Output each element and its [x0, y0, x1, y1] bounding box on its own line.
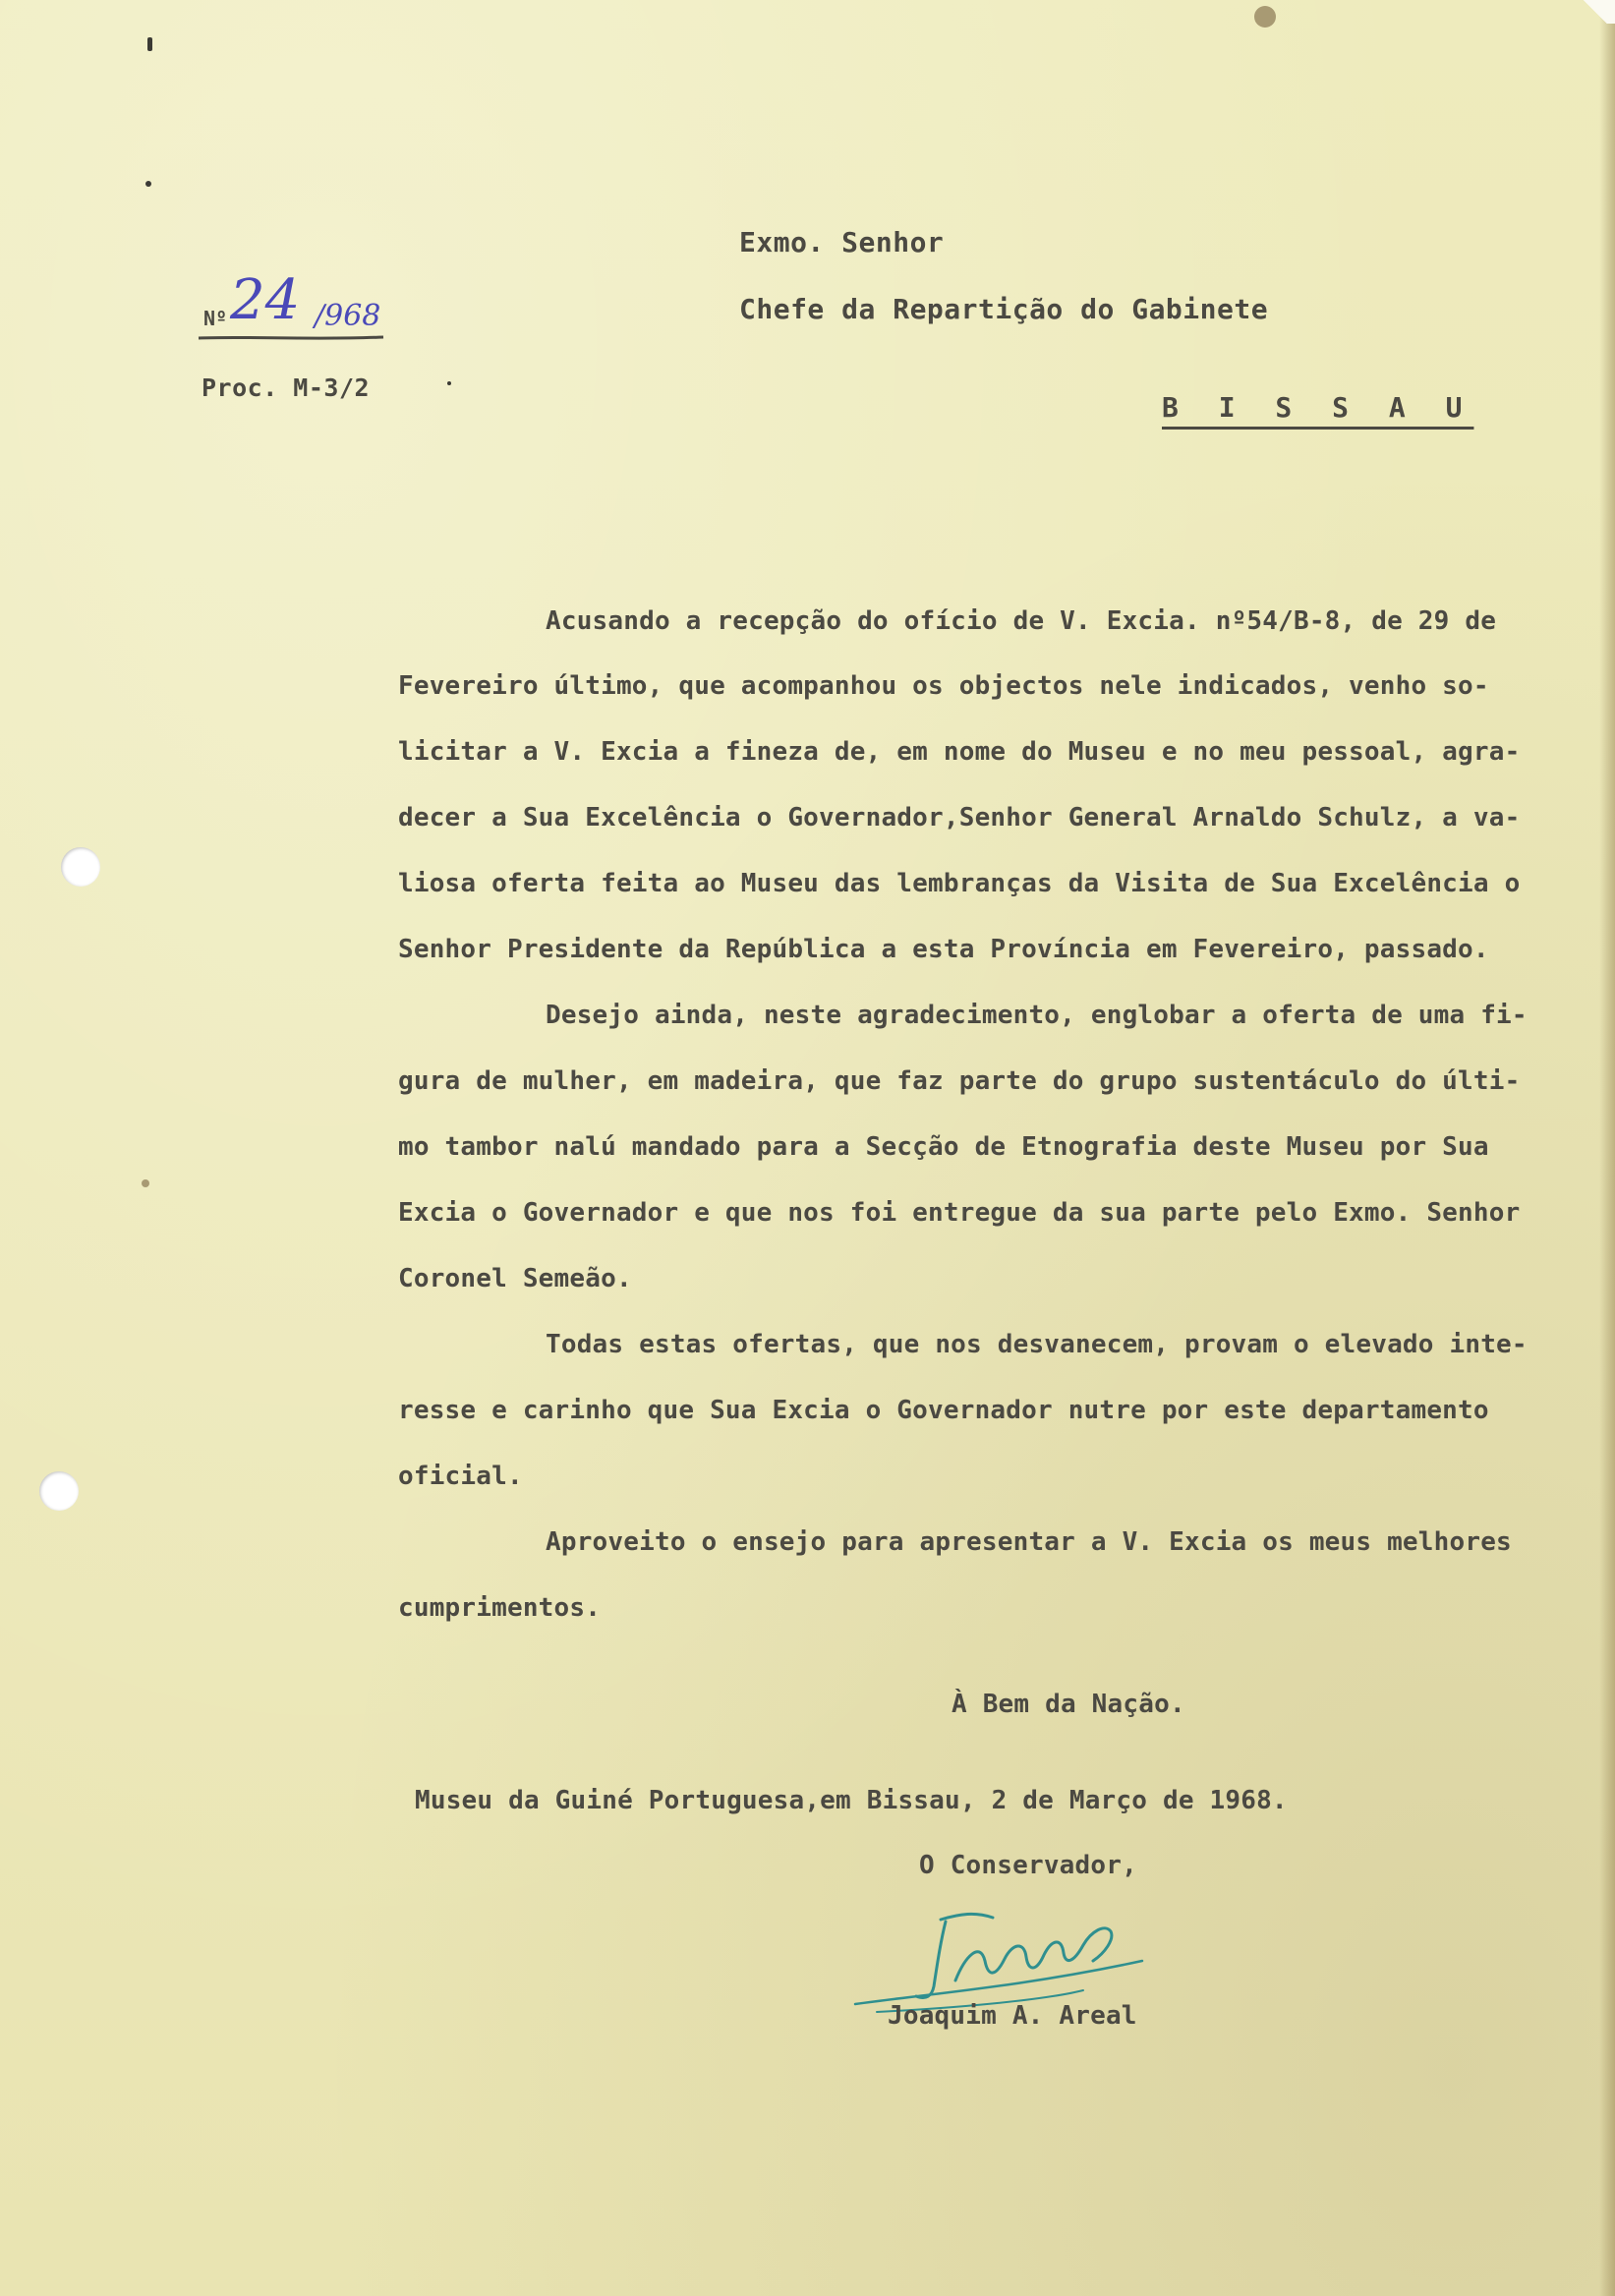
reference-year: /968 — [315, 299, 381, 333]
body-line: Aproveito o ensejo para apresentar a V. Excia os meus melhores — [546, 1527, 1512, 1557]
body-line: cumprimentos. — [398, 1593, 602, 1623]
recipient-title: Chefe da Repartição do Gabinete — [739, 293, 1269, 325]
body-line: gura de mulher, em madeira, que faz parte do grupo sustentáculo do últi- — [398, 1066, 1521, 1096]
recipient-salutation: Exmo. Senhor — [739, 226, 945, 258]
body-line: decer a Sua Excelência o Governador,Senhor General Arnaldo Schulz, a va- — [398, 803, 1521, 832]
body-line: licitar a V. Excia a fineza de, em nome do Museu e no meu pessoal, agra- — [398, 737, 1521, 767]
body-line: Todas estas ofertas, que nos desvanecem, provam o elevado inte- — [546, 1330, 1528, 1359]
body-line: oficial. — [398, 1462, 523, 1491]
body-line: Excia o Governador e que nos foi entregue da sua parte pelo Exmo. Senhor — [398, 1198, 1521, 1228]
reference-underline — [197, 332, 393, 344]
recipient-city: B I S S A U — [1162, 391, 1474, 424]
paper-stain — [142, 1179, 149, 1187]
process-number: Proc. M-3/2 — [202, 373, 371, 402]
paper-mark — [145, 181, 151, 187]
body-line: Acusando a recepção do ofício de V. Excia. nº54/B-8, de 29 de — [546, 606, 1497, 636]
body-line: Fevereiro último, que acompanhou os objectos nele indicados, venho so- — [398, 671, 1489, 701]
reference-number-handwritten: 24 — [230, 268, 301, 332]
body-line: liosa oferta feita ao Museu das lembranças da Visita de Sua Excelência o — [398, 869, 1521, 898]
paper-corner-fold — [1576, 0, 1615, 24]
body-line: resse e carinho que Sua Excia o Governador nutre por este departamento — [398, 1396, 1489, 1425]
signatory-role: O Conservador, — [919, 1851, 1137, 1880]
paper-mark — [447, 381, 451, 385]
closing-formula: À Bem da Nação. — [952, 1690, 1185, 1719]
body-line: mo tambor nalú mandado para a Secção de Etnografia deste Museu por Sua — [398, 1132, 1489, 1162]
signatory-name: Joaquim A. Areal — [888, 2001, 1137, 2031]
punch-hole-bottom — [39, 1471, 79, 1511]
punch-hole-top — [61, 847, 100, 887]
paper-stain — [1254, 6, 1276, 28]
body-line: Senhor Presidente da República a esta Província em Fevereiro, passado. — [398, 935, 1489, 964]
reference-prefix: Nº — [203, 307, 228, 330]
body-line: Coronel Semeão. — [398, 1264, 632, 1293]
place-and-date: Museu da Guiné Portuguesa,em Bissau, 2 de Março de 1968. — [415, 1786, 1288, 1815]
body-line: Desejo ainda, neste agradecimento, englobar a oferta de uma fi- — [546, 1001, 1528, 1030]
paper-mark — [147, 37, 152, 51]
paper-edge-shading — [1599, 0, 1615, 2296]
